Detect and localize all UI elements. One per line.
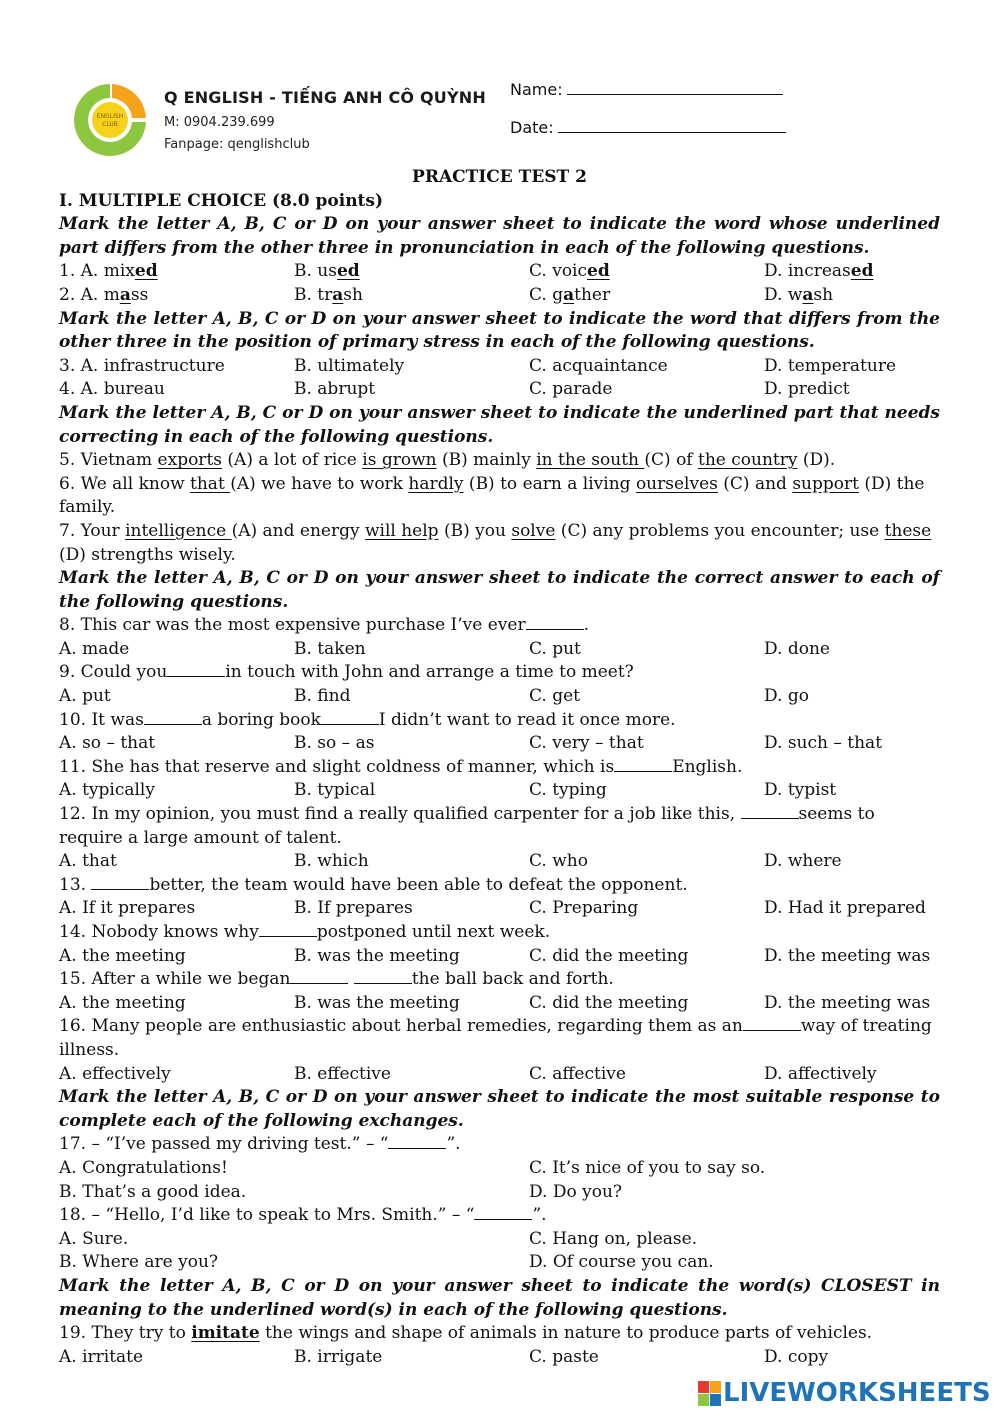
q19-underlined-word: imitate [191, 1323, 260, 1344]
option-18a[interactable]: A. Sure. [59, 1228, 129, 1249]
answer-blank[interactable] [388, 1136, 446, 1149]
option-4c[interactable]: C. parade [529, 379, 613, 400]
question-15-stem: 15. After a while we began the ball back and forth. [59, 969, 614, 990]
question-2 [59, 284, 940, 308]
option-2a[interactable]: 2. A. mass [59, 284, 149, 305]
q5-part-a[interactable]: exports [157, 450, 222, 471]
q6-part-b[interactable]: hardly [408, 473, 464, 494]
q5-part-c[interactable]: in the south [536, 450, 645, 471]
answer-blank[interactable] [167, 664, 225, 677]
brand-title: Q ENGLISH - TIẾNG ANH CÔ QUỲNH [164, 88, 486, 107]
option-8a[interactable]: A. made [59, 638, 130, 659]
liveworksheets-watermark [698, 1378, 991, 1408]
option-15d[interactable]: D. the meeting was [764, 992, 931, 1013]
question-6: 6. We all know that (A) we have to work hardly (B) to earn a living ourselves (C) and support (D) the family. [59, 473, 925, 518]
q6-part-c[interactable]: ourselves [635, 473, 718, 494]
option-10d[interactable]: D. such – that [764, 733, 883, 754]
question-14-stem: 14. Nobody knows why postponed until next week. [59, 922, 551, 942]
question-14-options [59, 945, 940, 969]
option-13a[interactable]: A. If it prepares [59, 898, 196, 919]
question-19-options [59, 1346, 940, 1370]
option-9d[interactable]: D. go [764, 686, 809, 707]
question-10-options [59, 732, 940, 756]
option-8b[interactable]: B. taken [294, 638, 366, 659]
option-4a[interactable]: 4. A. bureau [59, 379, 165, 400]
instruction-synonym: Mark the letter A, B, C or D on your answer sheet to indicate the word(s) CLOSEST in meaning to the underlined word(s) in each of the following questions. [59, 1275, 940, 1320]
option-10c[interactable]: C. very – that [529, 733, 644, 754]
instruction-pronunciation: Mark the letter A, B, C or D on your answer sheet to indicate the word whose underlined part differs from the other three in pronunciation in each of the following questions. [59, 214, 940, 258]
answer-blank[interactable] [290, 971, 348, 984]
option-18c[interactable]: C. Hang on, please. [529, 1228, 698, 1249]
question-18-options-row2 [59, 1251, 940, 1275]
question-18-stem: 18. – “Hello, I’d like to speak to Mrs. Smith.” – “ ”. [59, 1205, 547, 1226]
option-2d[interactable]: D. wash [764, 284, 834, 305]
answer-blank[interactable] [144, 712, 202, 725]
q7-part-c[interactable]: solve [511, 520, 556, 541]
name-blank[interactable] [567, 80, 783, 95]
answer-blank[interactable] [259, 924, 317, 937]
option-17a[interactable]: A. Congratulations! [59, 1157, 228, 1178]
option-10a[interactable]: A. so – that [59, 733, 156, 754]
date-label: Date: [510, 118, 554, 137]
option-9b[interactable]: B. find [294, 686, 351, 707]
question-4 [59, 378, 940, 402]
option-1d[interactable]: D. increased [764, 261, 874, 282]
option-4d[interactable]: D. predict [764, 379, 850, 400]
q5-part-b[interactable]: is grown [362, 450, 437, 471]
question-8-options [59, 638, 940, 662]
option-19c[interactable]: C. paste [529, 1346, 599, 1367]
option-10b[interactable]: B. so – as [294, 733, 375, 754]
option-14a[interactable]: A. the meeting [59, 945, 186, 966]
svg-text:ENGLISH: ENGLISH [96, 113, 124, 120]
question-12-options [59, 850, 940, 874]
question-18-options-row1 [59, 1228, 940, 1252]
q7-part-b[interactable]: will help [364, 520, 439, 541]
date-field[interactable] [510, 118, 786, 137]
answer-blank[interactable] [741, 806, 799, 819]
question-10-stem: 10. It was a boring book I didn’t want to read it once more. [59, 709, 676, 730]
option-9a[interactable]: A. put [59, 686, 111, 707]
question-1 [59, 260, 940, 284]
option-11a[interactable]: A. typically [59, 780, 155, 801]
english-club-logo [68, 78, 152, 162]
instruction-correct-answer: Mark the letter A, B, C or D on your answer sheet to indicate the correct answer to each of the following questions. [59, 568, 940, 612]
option-14d[interactable]: D. the meeting was [764, 945, 931, 966]
q6-part-a[interactable]: that [190, 473, 231, 494]
option-16d[interactable]: D. affectively [764, 1063, 877, 1084]
question-16-stem: 16. Many people are enthusiastic about herbal remedies, regarding them as an way of treating illness. [59, 1016, 932, 1060]
answer-blank[interactable] [743, 1018, 801, 1031]
option-14b[interactable]: B. was the meeting [294, 945, 460, 966]
option-3d[interactable]: D. temperature [764, 355, 897, 376]
option-3a[interactable]: 3. A. infrastructure [59, 355, 225, 376]
question-17-options-row1 [59, 1157, 940, 1181]
option-12c[interactable]: C. who [529, 851, 588, 872]
question-17-options-row2 [59, 1181, 940, 1205]
answer-blank[interactable] [474, 1207, 532, 1220]
option-1b[interactable]: B. used [294, 261, 360, 282]
option-17b[interactable]: B. That’s a good idea. [59, 1181, 247, 1202]
instruction-error: Mark the letter A, B, C or D on your answer sheet to indicate the underlined part that needs correcting in each of the following questions. [59, 402, 940, 447]
option-4b[interactable]: B. abrupt [294, 379, 376, 400]
question-7: 7. Your intelligence (A) and energy will help (B) you solve (C) any problems you encounter; use these (D) strengths wisely. [59, 520, 932, 565]
instruction-exchanges: Mark the letter A, B, C or D on your answer sheet to indicate the most suitable response to complete each of the following exchanges. [59, 1087, 940, 1131]
worksheet-header [0, 0, 1000, 165]
question-15-options [59, 992, 940, 1016]
option-19d[interactable]: D. copy [764, 1346, 829, 1367]
section-heading: I. MULTIPLE CHOICE (8.0 points) [59, 190, 384, 211]
option-13d[interactable]: D. Had it prepared [764, 898, 926, 919]
option-16b[interactable]: B. effective [294, 1063, 391, 1084]
option-3c[interactable]: C. acquaintance [529, 355, 668, 376]
option-13b[interactable]: B. If prepares [294, 898, 413, 919]
option-19a[interactable]: A. irritate [59, 1346, 144, 1367]
brand-phone: M: 0904.239.699 [164, 115, 275, 130]
name-field[interactable] [510, 80, 783, 99]
svg-text:CLUB: CLUB [102, 121, 118, 128]
brand-fanpage: Fanpage: qenglishclub [164, 137, 310, 152]
answer-blank[interactable] [91, 877, 149, 890]
answer-blank[interactable] [354, 971, 412, 984]
option-12a[interactable]: A. that [59, 851, 117, 872]
q7-part-d[interactable]: these [884, 520, 932, 541]
question-19-stem: 19. They try to imitate the wings and shape of animals in nature to produce parts of vehicles. [59, 1323, 873, 1344]
option-11b[interactable]: B. typical [294, 780, 376, 801]
option-8d[interactable]: D. done [764, 638, 830, 659]
option-11d[interactable]: D. typist [764, 780, 837, 801]
watermark-text: LIVEWORKSHEETS [723, 1378, 991, 1408]
q5-part-d[interactable]: the country [698, 450, 798, 471]
option-13c[interactable]: C. Preparing [529, 898, 639, 919]
option-19b[interactable]: B. irrigate [294, 1346, 383, 1367]
answer-blank[interactable] [321, 712, 379, 725]
option-12d[interactable]: D. where [764, 851, 842, 872]
option-14c[interactable]: C. did the meeting [529, 945, 689, 966]
option-18d[interactable]: D. Of course you can. [529, 1252, 714, 1273]
option-17d[interactable]: D. Do you? [529, 1181, 623, 1202]
option-18b[interactable]: B. Where are you? [59, 1252, 219, 1273]
option-2b[interactable]: B. trash [294, 284, 363, 305]
answer-blank[interactable] [614, 759, 672, 772]
option-3b[interactable]: B. ultimately [294, 355, 405, 376]
page-title: PRACTICE TEST 2 [412, 167, 587, 187]
question-16-options [59, 1063, 940, 1087]
option-1c[interactable]: C. voiced [529, 261, 610, 282]
option-15c[interactable]: C. did the meeting [529, 992, 689, 1013]
date-blank[interactable] [558, 118, 786, 133]
question-11-options [59, 779, 940, 803]
instruction-stress: Mark the letter A, B, C or D on your answer sheet to indicate the word that differs from the other three in the position of primary stress in each of the following questions. [59, 308, 940, 353]
question-12-stem: 12. In my opinion, you must find a really qualified carpenter for a job like this, seems to require a large amount of talent. [59, 804, 875, 848]
q6-part-d[interactable]: support [792, 473, 859, 494]
option-8c[interactable]: C. put [529, 638, 581, 659]
option-16c[interactable]: C. affective [529, 1063, 626, 1084]
name-label: Name: [510, 80, 563, 99]
option-1a[interactable]: 1. A. mixed [59, 261, 158, 282]
question-5: 5. Vietnam exports (A) a lot of rice is grown (B) mainly in the south (C) of the country (D). [59, 450, 836, 471]
question-17-stem: 17. – “I’ve passed my driving test.” – “ ”. [59, 1134, 461, 1155]
worksheet-body [59, 166, 940, 1369]
option-15a[interactable]: A. the meeting [59, 992, 186, 1013]
option-15b[interactable]: B. was the meeting [294, 992, 460, 1013]
liveworksheets-logo-icon [698, 1381, 720, 1405]
q7-part-a[interactable]: intelligence [125, 520, 232, 541]
option-2c[interactable]: C. gather [529, 284, 611, 305]
answer-blank[interactable] [526, 617, 584, 630]
question-9-stem: 9. Could you in touch with John and arrange a time to meet? [59, 662, 634, 683]
option-9c[interactable]: C. get [529, 686, 580, 707]
question-13-options [59, 897, 940, 921]
question-8-stem: 8. This car was the most expensive purchase I’ve ever . [59, 615, 590, 636]
question-9-options [59, 685, 940, 709]
option-16a[interactable]: A. effectively [59, 1063, 171, 1084]
question-3 [59, 355, 940, 379]
option-17c[interactable]: C. It’s nice of you to say so. [529, 1157, 766, 1178]
option-11c[interactable]: C. typing [529, 780, 607, 801]
question-13-stem: 13. better, the team would have been able to defeat the opponent. [59, 874, 688, 895]
question-11-stem: 11. She has that reserve and slight coldness of manner, which is English. [59, 756, 743, 777]
option-12b[interactable]: B. which [294, 851, 369, 872]
